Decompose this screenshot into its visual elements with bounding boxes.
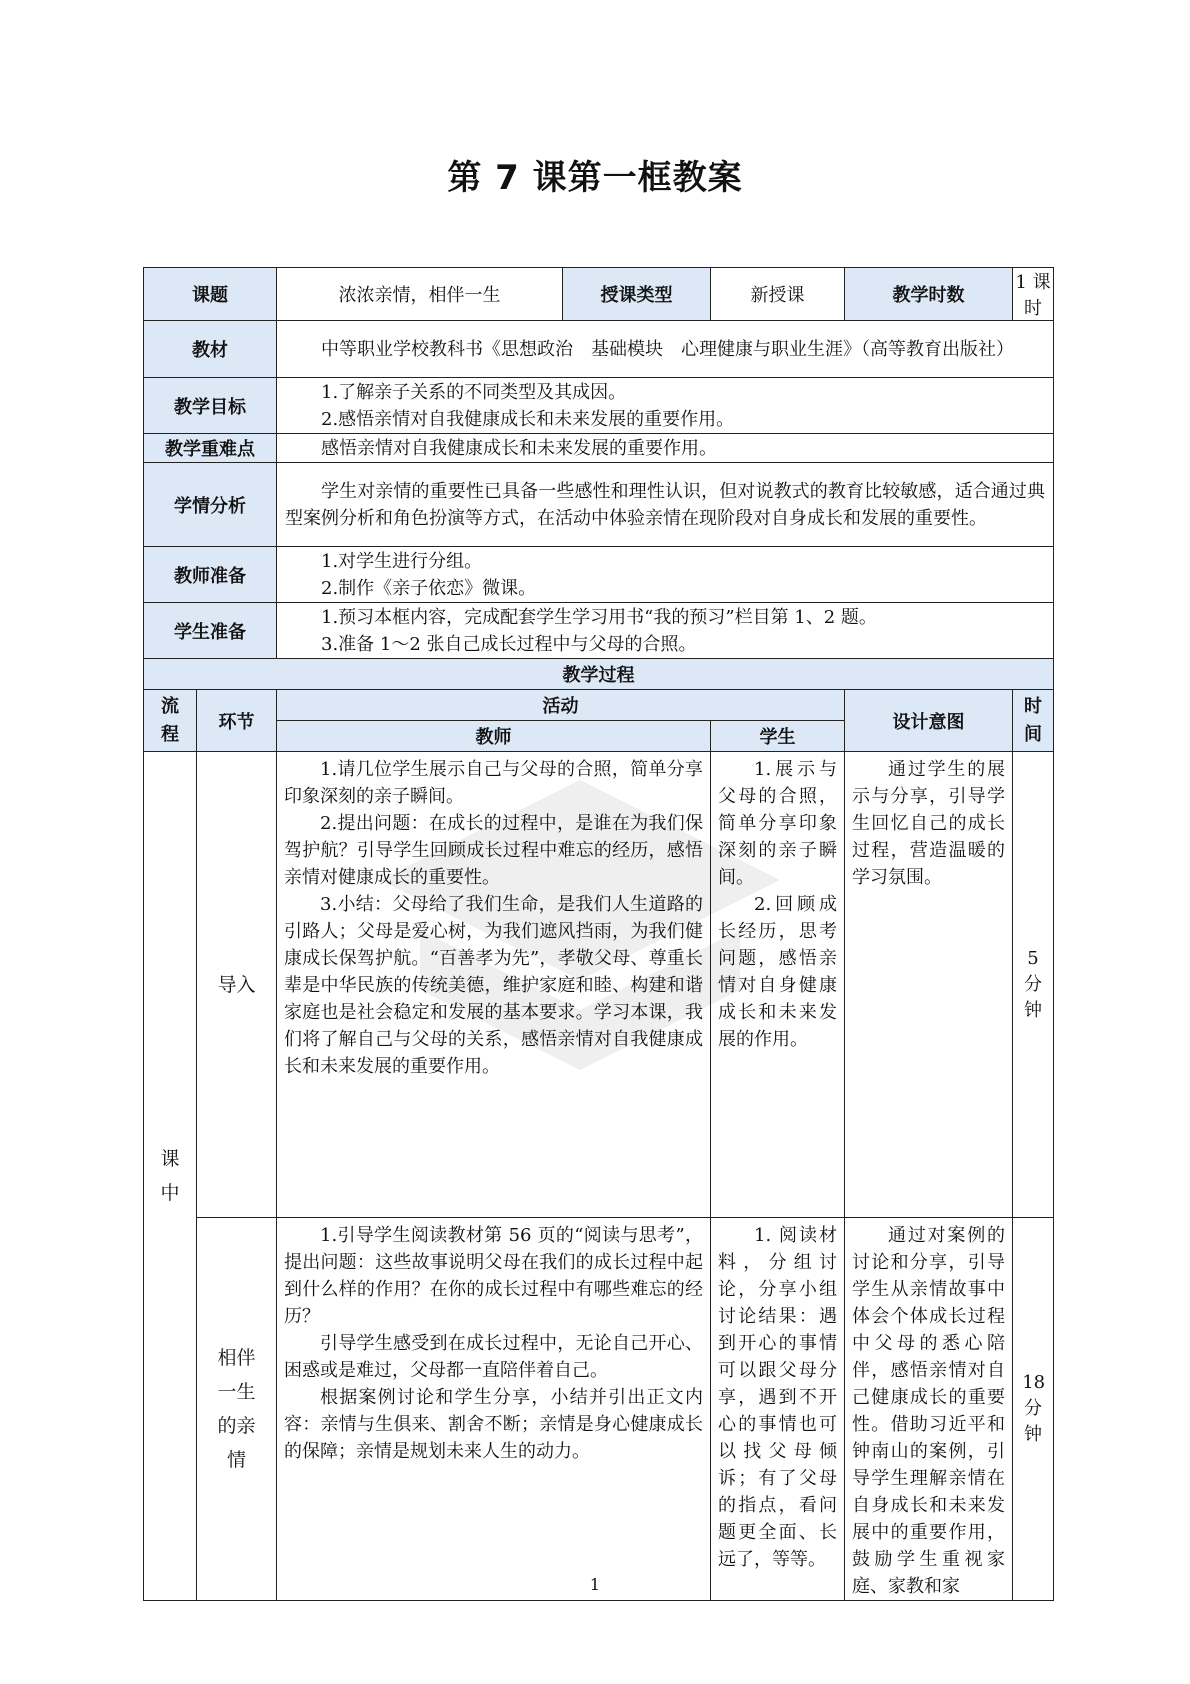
design-intent: 通过学生的展示与分享，引导学生回忆自己的成长过程，营造温暖的学习氛围。 [852, 759, 1006, 888]
hours-value: 1 课时 [1013, 268, 1054, 321]
design-intent-cell [845, 752, 1013, 1218]
header-flow: 流程 [160, 695, 179, 745]
student-activity-cell [711, 752, 845, 1218]
process-header-row-1 [144, 690, 1054, 721]
lesson-plan-table [143, 267, 1054, 1601]
step-label: 导入 [217, 973, 256, 996]
info-row-student-prep [144, 603, 1054, 659]
teacher-activity: 1.请几位学生展示自己与父母的合照，简单分享印象深刻的亲子瞬间。 [284, 759, 704, 807]
topic-label: 课题 [144, 268, 277, 321]
goal-item: 2.感悟亲情对自我健康成长和未来发展的重要作用。 [321, 408, 735, 430]
header-teacher: 教师 [277, 721, 711, 752]
process-row-intro [144, 752, 1054, 1218]
page-number: 1 [589, 1575, 601, 1594]
topic-value: 浓浓亲情，相伴一生 [277, 268, 563, 321]
student-activity-cell [711, 1218, 845, 1601]
hours-label: 教学时数 [845, 268, 1013, 321]
info-row-teacher-prep [144, 547, 1054, 603]
design-intent: 通过对案例的讨论和分享，引导学生从亲情故事中体会个体成长过程中父母的悉心陪伴，感悟亲情对自己健康成长的重要性。借助习近平和钟南山的案例，引导学生理解亲情在自身成长和未来发展中的重要作用，鼓励学生重视家庭、家教和家 [852, 1225, 1006, 1597]
header-student: 学生 [711, 721, 845, 752]
process-title-row [144, 659, 1054, 690]
student-prep-item: 1.预习本框内容，完成配套学生学习用书“我的预习”栏目第 1、2 题。 [321, 606, 877, 628]
info-row-key [144, 434, 1054, 463]
step-label: 相伴一生的亲情 [217, 1347, 256, 1471]
goal-item: 1.了解亲子关系的不同类型及其成因。 [321, 381, 627, 403]
process-title: 教学过程 [144, 659, 1054, 690]
info-row-material [144, 321, 1054, 378]
time-value: 5分钟 [1024, 947, 1043, 1021]
time-value: 18分钟 [1022, 1372, 1046, 1445]
material-label: 教材 [144, 321, 277, 378]
teacher-prep-label: 教师准备 [144, 547, 277, 603]
teacher-activity: 1.引导学生阅读教材第 56 页的“阅读与思考”，提出问题：这些故事说明父母在我们的成长过程中起到什么样的作用？在你的成长过程中有哪些难忘的经历？ [284, 1225, 704, 1327]
teacher-activity: 2.提出问题：在成长的过程中，是谁在为我们保驾护航？引导学生回顾成长过程中难忘的经历，感悟亲情对健康成长的重要性。 [284, 813, 704, 888]
header-time: 时间 [1024, 695, 1042, 745]
student-prep-item: 3.准备 1～2 张自己成长过程中与父母的合照。 [321, 633, 697, 655]
phase-label: 课中 [160, 1148, 180, 1204]
page-title: 第 7 课第一框教案 [447, 158, 743, 198]
student-activity: 2.回顾成长经历，思考问题，感悟亲情对自身健康成长和未来发展的作用。 [718, 894, 838, 1050]
info-row-analysis [144, 463, 1054, 547]
key-value: 感悟亲情对自我健康成长和未来发展的重要作用。 [321, 437, 717, 459]
info-row-goal [144, 378, 1054, 434]
header-intent: 设计意图 [845, 690, 1013, 752]
process-row-kinship [144, 1218, 1054, 1601]
design-intent-cell [845, 1218, 1013, 1601]
student-activity: 1. 阅读材料，分组讨论，分享小组讨论结果：遇到开心的事情可以跟父母分享，遇到不开心的事情也可以找父母倾诉；有了父母的指点，看问题更全面、长远了，等等。 [718, 1225, 838, 1570]
key-label: 教学重难点 [144, 434, 277, 463]
teacher-activity: 根据案例讨论和学生分享，小结并引出正文内容：亲情与生俱来、割舍不断；亲情是身心健康成长的保障；亲情是规划未来人生的动力。 [284, 1387, 704, 1462]
analysis-label: 学情分析 [144, 463, 277, 547]
header-activity: 活动 [277, 690, 845, 721]
type-value: 新授课 [711, 268, 845, 321]
analysis-value: 学生对亲情的重要性已具备一些感性和理性认识，但对说教式的教育比较敏感，适合通过典型案例分析和角色扮演等方式，在活动中体验亲情在现阶段对自身成长和发展的重要性。 [285, 480, 1046, 529]
type-label: 授课类型 [563, 268, 711, 321]
teacher-activity: 3.小结：父母给了我们生命，是我们人生道路的引路人；父母是爱心树，为我们遮风挡雨，为我们健康成长保驾护航。“百善孝为先”，孝敬父母、尊重长辈是中华民族的传统美德，维护家庭和睦、构建和谐家庭也是社会稳定和发展的基本要求。学习本课，我们将了解自己与父母的关系，感悟亲情对自我健康成长和未来发展的重要作用。 [284, 894, 704, 1077]
info-row-topic [144, 268, 1054, 321]
student-activity: 1.展示与父母的合照，简单分享印象深刻的亲子瞬间。 [718, 759, 838, 888]
teacher-activity-cell [277, 1218, 711, 1601]
teacher-activity: 引导学生感受到在成长过程中，无论自己开心、困惑或是难过，父母都一直陪伴着自己。 [284, 1333, 704, 1381]
teacher-prep-item: 1.对学生进行分组。 [321, 550, 483, 572]
goal-label: 教学目标 [144, 378, 277, 434]
teacher-prep-item: 2.制作《亲子依恋》微课。 [321, 577, 537, 599]
header-step: 环节 [197, 690, 277, 752]
student-prep-label: 学生准备 [144, 603, 277, 659]
teacher-activity-cell [277, 752, 711, 1218]
material-value: 中等职业学校教科书《思想政治 基础模块 心理健康与职业生涯》（高等教育出版社） [321, 338, 1014, 360]
